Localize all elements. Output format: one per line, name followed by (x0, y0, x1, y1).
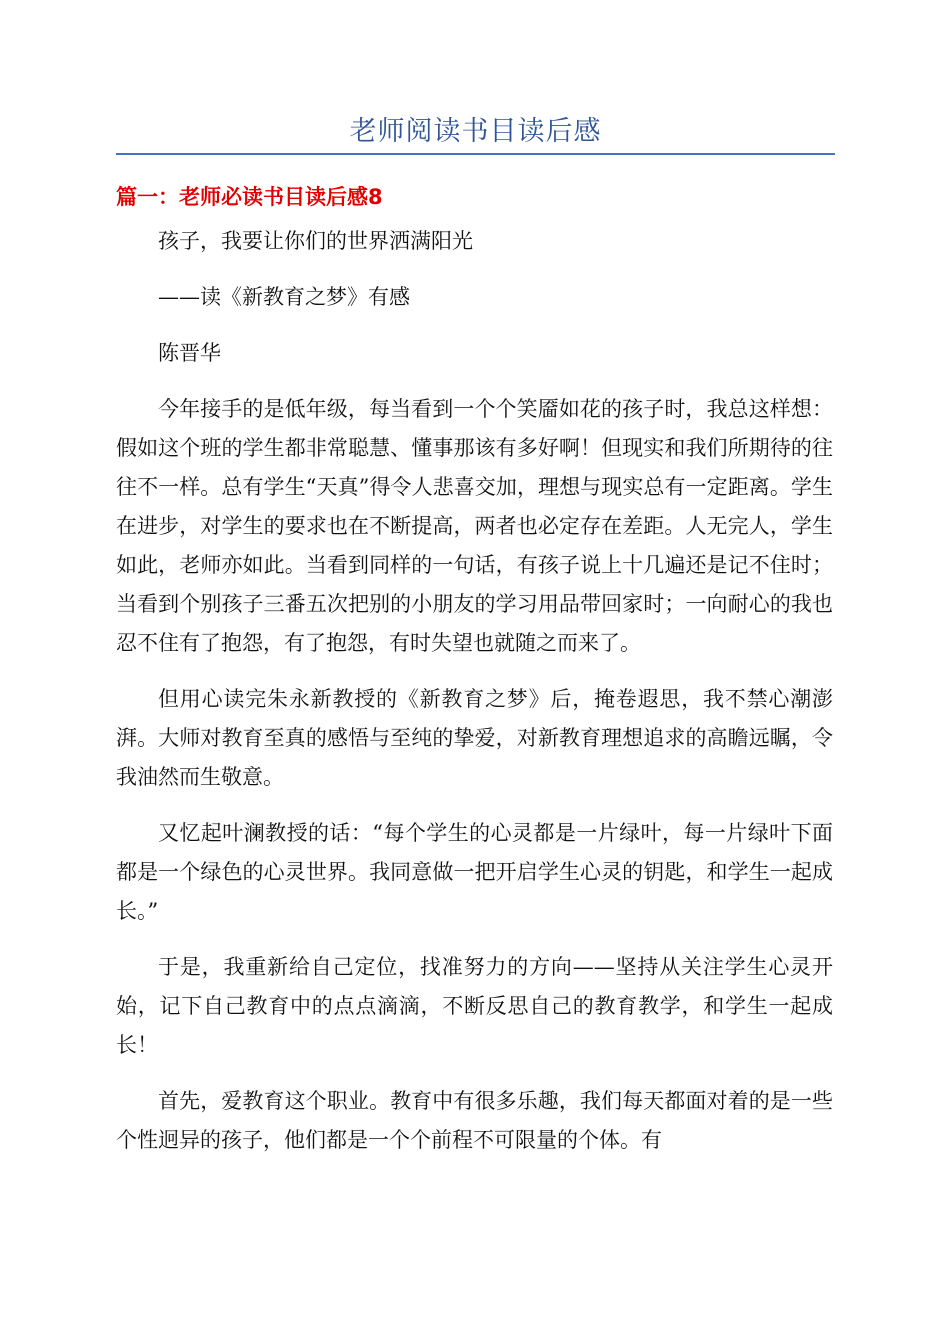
section-heading: 篇一：老师必读书目读后感8 (116, 185, 383, 209)
paragraph: 今年接手的是低年级，每当看到一个个笑靥如花的孩子时，我总这样想：假如这个班的学生都非常聪慧、懂事那该有多好啊！但现实和我们所期待的往往不一样。总有学生“天真”得令人悲喜交加，理想与现实总有一定距离。学生在进步，对学生的要求也在不断提高，两者也必定存在差距。人无完人，学生如此，老师亦如此。当看到同样的一句话，有孩子说上十几遍还是记不住时；当看到个别孩子三番五次把别的小朋友的学习用品带回家时；一向耐心的我也忍不住有了抱怨，有了抱怨，有时失望也就随之而来了。 (116, 397, 833, 655)
paragraph: 于是，我重新给自己定位，找准努力的方向——坚持从关注学生心灵开始，记下自己教育中的点点滴滴，不断反思自己的教育教学，和学生一起成长！ (116, 955, 833, 1057)
paragraph-subtitle: 孩子，我要让你们的世界洒满阳光 (158, 229, 473, 253)
paragraph: 但用心读完朱永新教授的《新教育之梦》后，掩卷遐思，我不禁心潮澎湃。大师对教育至真的感悟与至纯的挚爱，对新教育理想追求的高瞻远瞩，令我油然而生敬意。 (116, 687, 833, 789)
paragraph-author: 陈晋华 (158, 341, 221, 365)
paragraph-subtitle-source: ——读《新教育之梦》有感 (158, 285, 410, 309)
document-title: 老师阅读书目读后感 (349, 116, 602, 147)
document-body (116, 222, 833, 1177)
paragraph: 又忆起叶澜教授的话：“每个学生的心灵都是一片绿叶，每一片绿叶下面都是一个绿色的心灵世界。我同意做一把开启学生心灵的钥匙，和学生一起成长。” (116, 821, 833, 923)
title-underline (116, 153, 835, 155)
paragraph: 首先，爱教育这个职业。教育中有很多乐趣，我们每天都面对着的是一些个性迥异的孩子，他们都是一个个前程不可限量的个体。有 (116, 1089, 833, 1152)
